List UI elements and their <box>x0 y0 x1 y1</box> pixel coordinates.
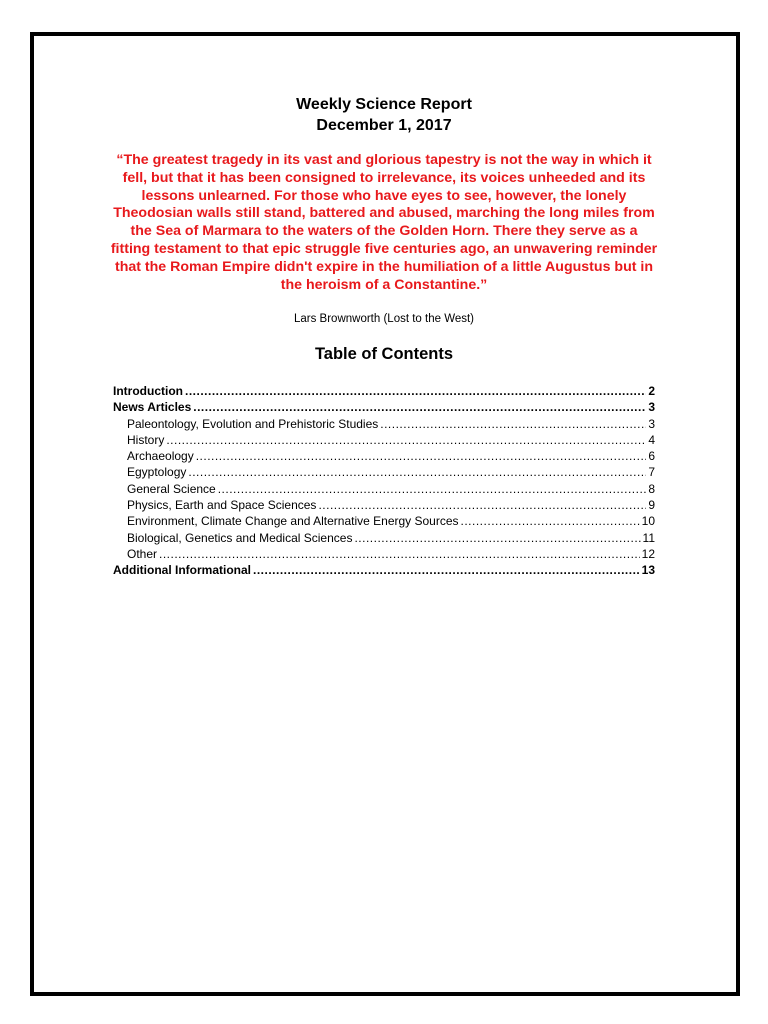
toc-dot-leader <box>188 465 646 479</box>
toc-dot-leader <box>461 514 640 528</box>
toc-entry[interactable] <box>113 465 655 481</box>
toc-entry[interactable] <box>113 417 655 433</box>
toc-entry-label: Paleontology, Evolution and Prehistoric Studies <box>127 416 379 431</box>
report-title: Weekly Science Report <box>296 96 472 113</box>
toc-entry-page: 10 <box>641 514 655 529</box>
toc-entry-label: Physics, Earth and Space Sciences <box>127 498 317 513</box>
toc-entry-page: 2 <box>648 384 655 398</box>
toc-entry-label: Biological, Genetics and Medical Sciences <box>127 530 353 545</box>
toc-heading: Table of Contents <box>314 345 454 363</box>
toc-entry[interactable] <box>113 498 655 514</box>
toc-entry-page: 9 <box>648 498 655 513</box>
toc-entry[interactable] <box>113 514 655 530</box>
toc-entry-page: 8 <box>648 481 655 496</box>
toc-entry-label: Introduction <box>113 384 183 398</box>
toc-entry[interactable] <box>113 482 655 498</box>
toc-entry-page: 4 <box>648 432 655 447</box>
toc-entry-page: 3 <box>648 416 655 431</box>
toc-entry-page: 11 <box>642 530 655 545</box>
toc-entry-label: History <box>127 432 165 447</box>
toc-entry-page: 7 <box>648 465 655 480</box>
toc-entry-page: 13 <box>641 563 655 578</box>
toc-entry[interactable] <box>113 547 655 563</box>
toc-entry-label: News Articles <box>113 400 192 415</box>
epigraph-quote: “The greatest tragedy in its vast and glorious tapestry is not the way in which it fell, but that it has been consigned to irrelevance, its voices unheeded and its lessons unlearned. For those who have eyes to see, however, the lonely Theodosian walls still stand, battered and abused, marching the long miles from the Sea of Marmara to the waters of the Golden Horn. There they serve as a fitting testament to that epic struggle five centuries ago, an unwavering reminder that the Roman Empire didn't expire in the humiliation of a little Augustus but in the heroism of a Constantine.” <box>110 152 658 293</box>
toc-dot-leader <box>159 547 640 561</box>
toc-entry-label: Other <box>127 546 158 561</box>
toc-entry-page: 6 <box>648 449 655 464</box>
toc-dot-leader <box>166 433 646 447</box>
toc-dot-leader <box>253 563 640 577</box>
toc-entry-page: 12 <box>641 546 655 561</box>
table-of-contents <box>113 384 655 580</box>
toc-entry[interactable] <box>113 384 655 400</box>
toc-entry[interactable] <box>113 449 655 465</box>
toc-dot-leader <box>185 384 646 398</box>
toc-entry[interactable] <box>113 531 655 547</box>
toc-dot-leader <box>196 449 647 463</box>
report-date: December 1, 2017 <box>316 117 452 134</box>
toc-entry-label: Archaeology <box>127 449 194 464</box>
toc-dot-leader <box>193 400 646 414</box>
toc-dot-leader <box>380 417 646 431</box>
toc-entry-label: Additional Informational <box>113 563 251 578</box>
toc-dot-leader <box>318 498 646 512</box>
toc-entry-label: General Science <box>127 481 216 496</box>
toc-entry-label: Environment, Climate Change and Alternative Energy Sources <box>127 514 459 529</box>
toc-entry-page: 3 <box>648 400 655 415</box>
toc-entry[interactable] <box>113 563 655 579</box>
toc-entry[interactable] <box>113 400 655 416</box>
toc-entry[interactable] <box>113 433 655 449</box>
quote-attribution: Lars Brownworth (Lost to the West) <box>293 313 475 325</box>
toc-entry-label: Egyptology <box>127 465 187 480</box>
toc-dot-leader <box>354 531 640 545</box>
toc-dot-leader <box>218 482 647 496</box>
